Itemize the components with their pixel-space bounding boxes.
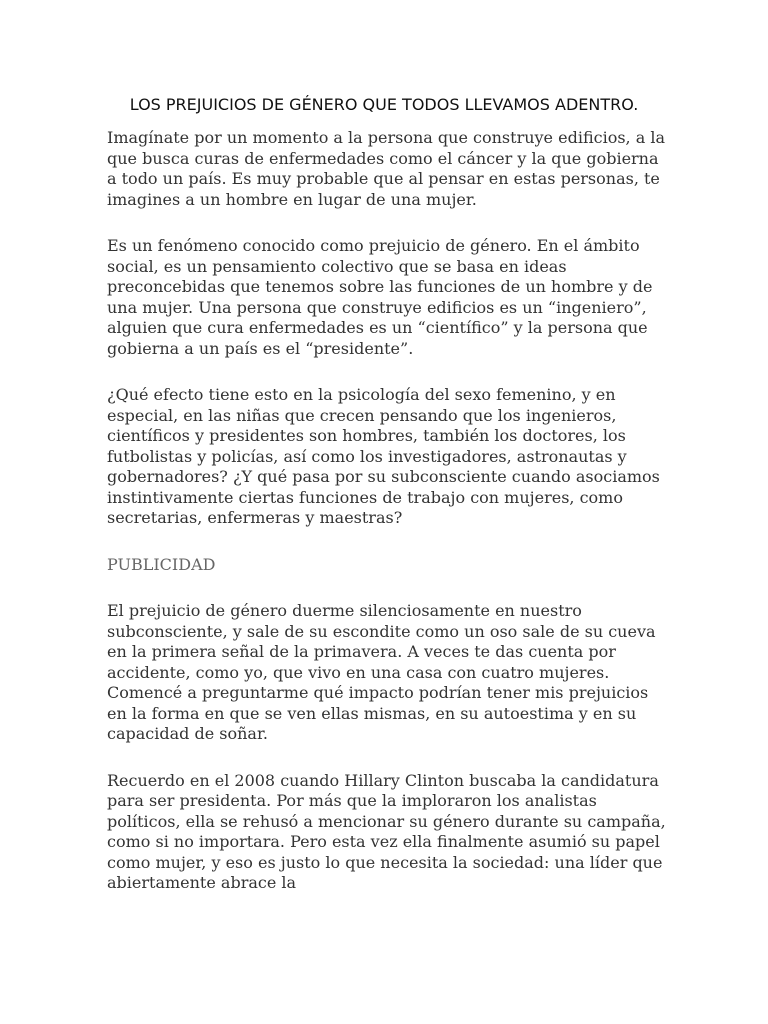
section-heading-publicidad: PUBLICIDAD: [107, 554, 216, 574]
paragraph-1: Imagínate por un momento a la persona que construye edificios, a la que busca curas de enfermedades como el cáncer y la que gobierna a todo un país. Es muy probable que al pensar en estas personas, te imagines a un hombre en lugar de una mujer.: [107, 128, 665, 209]
paragraph-2: Es un fenómeno conocido como prejuicio de género. En el ámbito social, es un pensamiento colectivo que se basa en ideas preconcebidas que tenemos sobre las funciones de un hombre y de una mujer. Una persona que construye edificios es un “ingeniero”, alguien que cura enfermedades es un “científico” y la persona que gobierna a un país es el “presidente”.: [107, 236, 653, 358]
document-title: LOS PREJUICIOS DE GÉNERO QUE TODOS LLEVAMOS ADENTRO.: [129, 95, 639, 114]
paragraph-4: El prejuicio de género duerme silenciosamente en nuestro subconsciente, y sale de su escondite como un oso sale de su cueva en la primera señal de la primavera. A veces te das cuenta por accidente, como yo, que vivo en una casa con cuatro mujeres. Comencé a preguntarme qué impacto podrían tener mis prejuicios en la forma en que se ven ellas mismas, en su autoestima y en su capacidad de soñar.: [107, 601, 656, 743]
paragraph-5: Recuerdo en el 2008 cuando Hillary Clinton buscaba la candidatura para ser presidenta. Por más que la imploraron los analistas políticos, ella se rehusó a mencionar su género durante su campaña, como si no importara. Pero esta vez ella finalmente asumió su papel como mujer, y eso es justo lo que necesita la sociedad: una líder que abiertamente abrace la: [107, 770, 666, 892]
paragraph-3: ¿Qué efecto tiene esto en la psicología del sexo femenino, y en especial, en las niñas que crecen pensando que los ingenieros, científicos y presidentes son hombres, también los doctores, los futbolistas y policías, así como los investigadores, astronautas y gobernadores? ¿Y qué pasa por su subconsciente cuando asociamos instintivamente ciertas funciones de trabajo con mujeres, como secretarias, enfermeras y maestras?: [107, 385, 660, 527]
document-body: [107, 128, 667, 920]
